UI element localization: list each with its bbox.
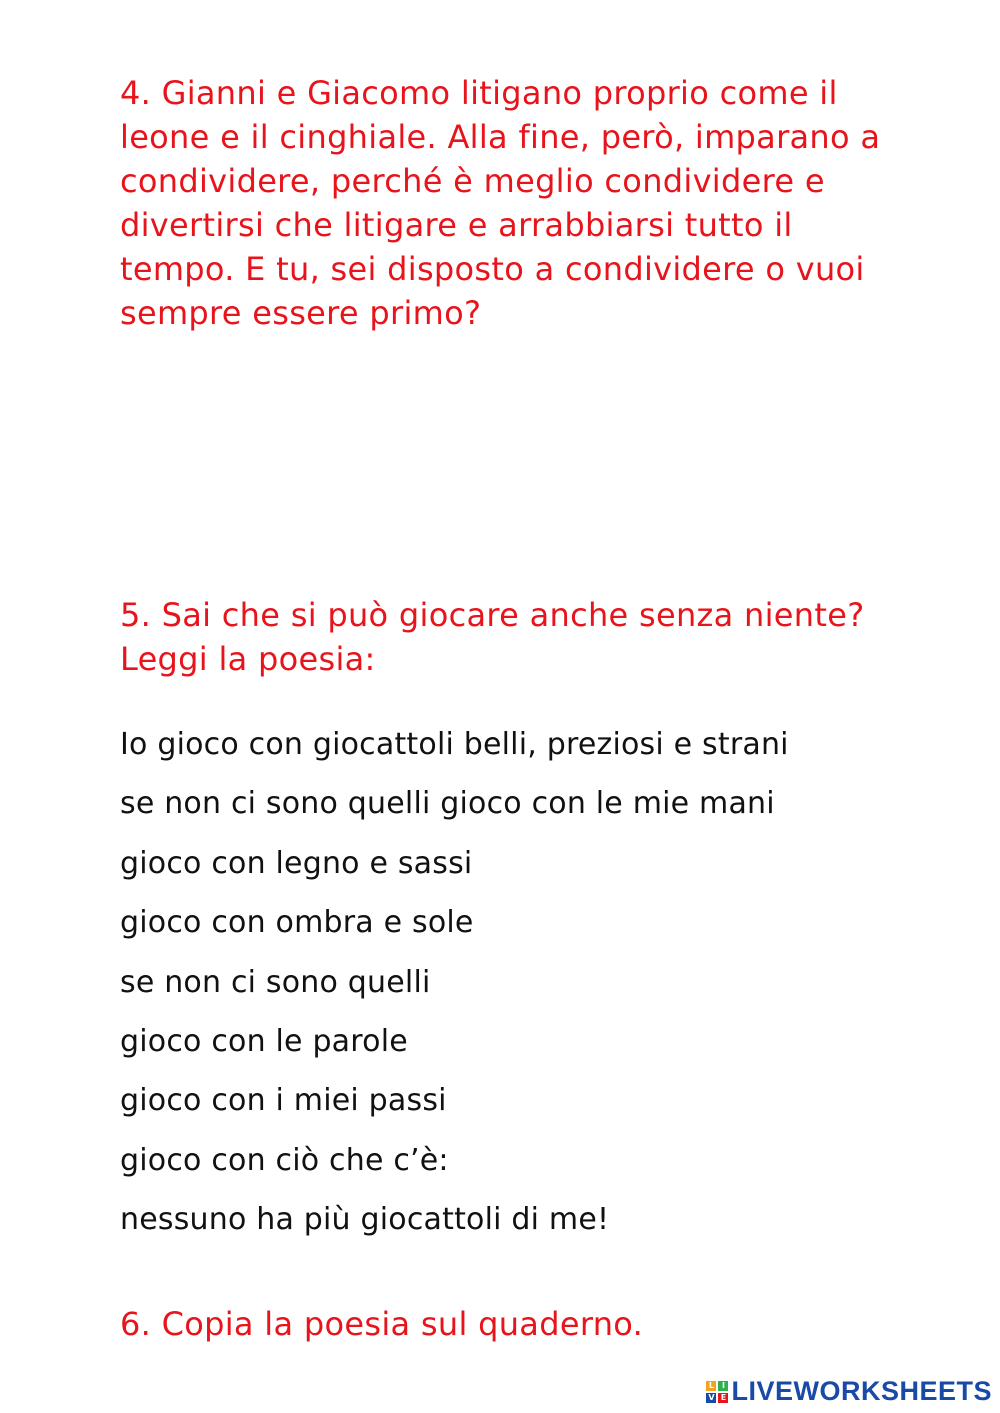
poem-line: gioco con le parole	[120, 1023, 408, 1059]
liveworksheets-logo-icon	[706, 1381, 728, 1403]
question-5: 5. Sai che si può giocare anche senza niente? Leggi la poesia:	[120, 596, 865, 678]
logo-cell: L	[706, 1381, 716, 1391]
logo-cell: V	[708, 1392, 715, 1402]
question-4: 4. Gianni e Giacomo litigano proprio come il leone e il cinghiale. Alla fine, però, imparano a condividere, perché è meglio condividere e divertirsi che litigare e arrabbiarsi tutto il tempo. E tu, sei disposto a condividere o vuoi sempre essere primo?	[120, 74, 881, 332]
poem-line: nessuno ha più giocattoli di me!	[120, 1202, 610, 1238]
question-6: 6. Copia la poesia sul quaderno.	[120, 1305, 644, 1343]
poem-line: se non ci sono quelli gioco con le mie mani	[120, 786, 775, 822]
poem-line: Io gioco con giocattoli belli, preziosi e strani	[120, 727, 789, 762]
poem-line: gioco con i miei passi	[120, 1083, 447, 1119]
poem-line: gioco con ciò che c’è:	[120, 1142, 449, 1178]
poem-line: se non ci sono quelli	[120, 964, 431, 1000]
liveworksheets-brand[interactable]	[706, 1376, 992, 1407]
logo-cell: I	[718, 1381, 728, 1391]
poem	[120, 722, 789, 1257]
poem-line: gioco con legno e sassi	[120, 845, 473, 881]
logo-cell: E	[718, 1393, 728, 1403]
brand-name: LIVEWORKSHEETS	[731, 1376, 992, 1406]
poem-line: gioco con ombra e sole	[120, 905, 474, 941]
